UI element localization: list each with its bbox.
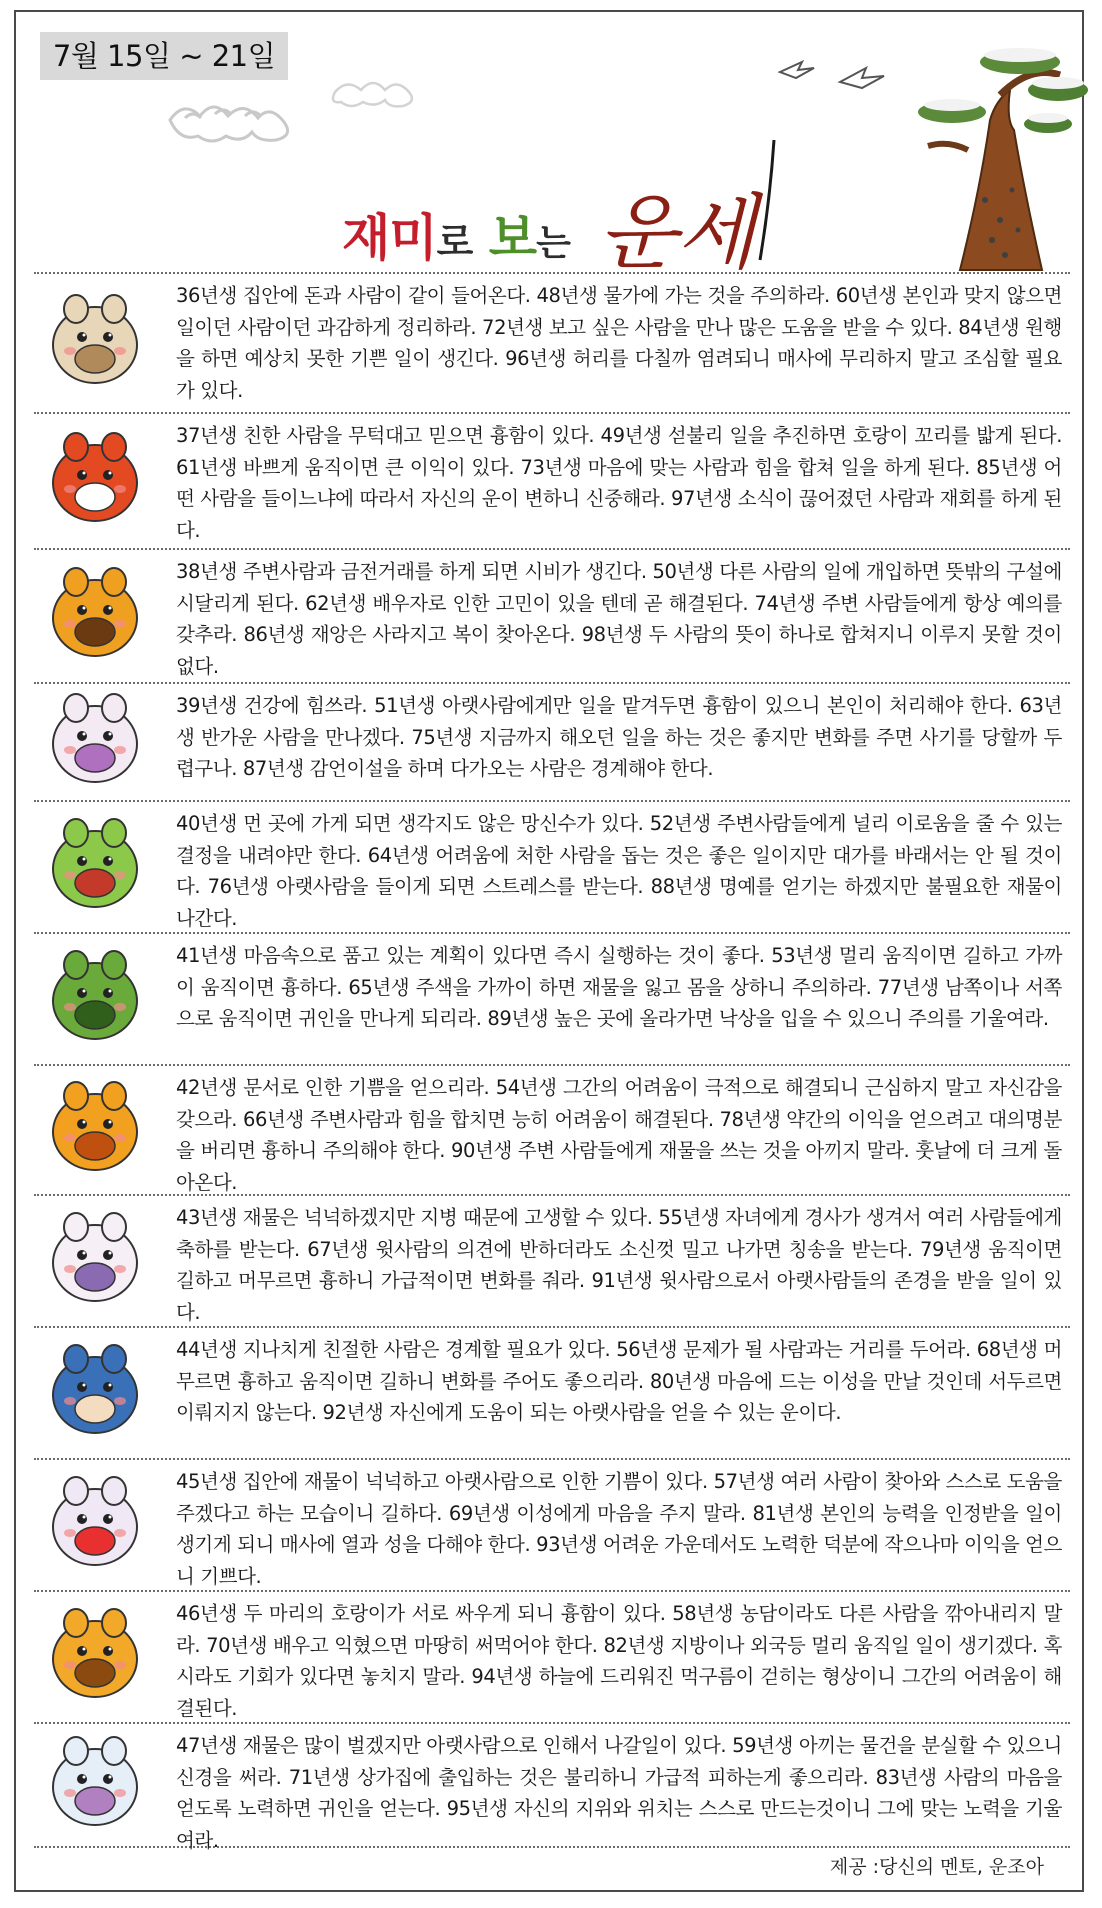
fortune-text: 45년생 집안에 재물이 넉넉하고 아랫사람으로 인한 기쁨이 있다. 57년생 여러 사람이 찾아와 스스로 도움을 주겠다고 하는 모습이니 길하다. 69년생 이성에게 마음을 주지 말라. 81년생 본인의 능력을 인정받을 일이 생기게 되니 매사에 열과 성을 다해야 한다. 93년생 어려운 가운데서도 노력한 덕분에 작으나마 이익을 얻으니 기쁘다. bbox=[176, 1470, 1062, 1588]
cloud-icon bbox=[170, 107, 288, 141]
ox-icon bbox=[36, 421, 154, 539]
fortune-text: 44년생 지나치게 친절한 사람은 경계할 필요가 있다. 56년생 문제가 될 사람과는 거리를 두어라. 68년생 머무르면 흉하고 움직이면 길하니 변화를 주어도 좋으리라. 80년생 마음에 드는 이성을 만날 것인데 서두르면 이뤄지지 않는다. 92년생 자신에게 도움이 되는 아랫사람을 얻을 수 있는 운이다. bbox=[176, 1338, 1062, 1424]
dotted-divider bbox=[34, 800, 1070, 802]
dotted-divider bbox=[34, 1064, 1070, 1066]
dotted-divider bbox=[34, 1458, 1070, 1460]
pig-icon bbox=[36, 1725, 154, 1843]
monkey-icon bbox=[36, 1333, 154, 1451]
dragon-icon bbox=[36, 807, 154, 925]
fortune-text: 47년생 재물은 많이 벌겠지만 아랫사람으로 인해서 나갈일이 있다. 59년생 아끼는 물건을 분실할 수 있으니 신경을 써라. 71년생 상가집에 출입하는 것은 불리하니 가급적 피하는게 좋으리라. 83년생 사람의 마음을 얻도록 노력하면 귀인을 얻는다. 95년생 자신의 지위와 위치는 스스로 만드는것이니 그에 맞는 노력을 기울여라. bbox=[176, 1734, 1062, 1852]
dog-icon bbox=[36, 1597, 154, 1715]
fortune-text: 40년생 먼 곳에 가게 되면 생각지도 않은 망신수가 있다. 52년생 주변사람들에게 널리 이로움을 줄 수 있는 결정을 내려야만 한다. 64년생 어려움에 처한 사람을 돕는 것은 좋은 일이지만 대가를 바래서는 안 될 것이다. 76년생 아랫사람을 들이게 되면 스트레스를 받는다. 88년생 명예를 얻기는 하겠지만 불필요한 재물이 나간다. bbox=[176, 812, 1062, 930]
rabbit-icon bbox=[36, 682, 154, 800]
sheep-icon bbox=[36, 1201, 154, 1319]
fortune-text: 39년생 건강에 힘쓰라. 51년생 아랫사람에게만 일을 맡겨두면 흉함이 있으니 본인이 처리해야 한다. 63년생 반가운 사람을 만나겠다. 75년생 지금까지 해오던 일을 하는 것은 좋지만 변화를 주면 사기를 당할까 두렵구나. 87년생 감언이설을 하며 다가오는 사람은 경계해야 한다. bbox=[176, 694, 1062, 780]
tiger-icon bbox=[36, 556, 154, 674]
fortune-text: 43년생 재물은 넉넉하겠지만 지병 때문에 고생할 수 있다. 55년생 자녀에게 경사가 생겨서 여러 사람들에게 축하를 받는다. 67년생 윗사람의 의견에 반하더라도 소신껏 밀고 나가면 칭송을 받는다. 79년생 움직이면 길하고 머무르면 흉하니 가급적이면 변화를 줘라. 91년생 윗사람으로서 아랫사람들의 존경을 받을 일이 있다. bbox=[176, 1206, 1062, 1324]
rat-icon bbox=[36, 283, 154, 401]
brush-stroke-icon bbox=[760, 140, 774, 260]
fortune-text: 37년생 친한 사람을 무턱대고 믿으면 흉함이 있다. 49년생 섣불리 일을 추진하면 호랑이 꼬리를 밟게 된다. 61년생 바쁘게 움직이면 큰 이익이 있다. 73년생 마음에 맞는 사람과 힘을 합쳐 일을 하게 된다. 85년생 어떤 사람을 들이느냐에 따라서 자신의 운이 변하니 신중해라. 97년생 소식이 끊어졌던 사람과 재회를 하게 된다. bbox=[176, 424, 1062, 542]
bird-icon bbox=[780, 62, 884, 88]
dotted-divider bbox=[34, 412, 1070, 414]
fortune-text: 42년생 문서로 인한 기쁨을 얻으리라. 54년생 그간의 어려움이 극적으로 해결되니 근심하지 말고 자신감을 갖으라. 66년생 주변사람과 힘을 합치면 능히 어려움이 해결된다. 78년생 약간의 이익을 얻으려고 대의명분을 버리면 흉하니 주의해야 한다. 90년생 주변 사람들에게 재물을 쓰는 것을 아끼지 말라. 훗날에 더 크게 돌아온다. bbox=[176, 1076, 1062, 1194]
dotted-divider bbox=[34, 272, 1070, 274]
rooster-icon bbox=[36, 1465, 154, 1583]
dotted-divider bbox=[34, 682, 1070, 684]
fortune-text: 46년생 두 마리의 호랑이가 서로 싸우게 되니 흉함이 있다. 58년생 농담이라도 다른 사람을 깎아내리지 말라. 70년생 배우고 익혔으면 마땅히 써먹어야 한다. 82년생 지방이나 외국등 멀리 움직일 일이 생기겠다. 혹시라도 기회가 있다면 놓치지 말라. 94년생 하늘에 드리워진 먹구름이 걷히는 형상이니 그간의 어려움이 해결된다. bbox=[176, 1602, 1062, 1720]
credit-line: 제공 :당신의 멘토, 운조아 bbox=[829, 1856, 1044, 1878]
date-range-badge: 7월 15일 ~ 21일 bbox=[40, 32, 288, 80]
fortune-text: 38년생 주변사람과 금전거래를 하게 되면 시비가 생긴다. 50년생 다른 사람의 일에 개입하면 뜻밖의 구설에 시달리게 된다. 62년생 배우자로 인한 고민이 있을 텐데 곧 해결된다. 74년생 주변 사람들에게 항상 예의를 갖추라. 86년생 재앙은 사라지고 복이 찾아온다. 98년생 두 사람의 뜻이 하나로 합쳐지니 이루지 못할 것이 없다. bbox=[176, 560, 1062, 678]
snake-icon bbox=[36, 939, 154, 1057]
page-title: 재미로 보는 운세 bbox=[342, 186, 755, 281]
fortune-text: 41년생 마음속으로 품고 있는 계획이 있다면 즉시 실행하는 것이 좋다. 53년생 멀리 움직이면 길하고 가까이 움직이면 흉하다. 65년생 주색을 가까이 하면 재물을 잃고 몸을 상하니 주의하라. 77년생 남쪽이나 서쪽으로 움직이면 귀인을 만나게 되리라. 89년생 높은 곳에 올라가면 낙상을 입을 수 있으니 주의를 기울여라. bbox=[176, 944, 1063, 1030]
dotted-divider bbox=[34, 548, 1070, 550]
pine-tree-icon bbox=[918, 48, 1088, 270]
cloud-icon bbox=[333, 83, 412, 106]
fortune-text: 36년생 집안에 돈과 사람이 같이 들어온다. 48년생 물가에 가는 것을 주의하라. 60년생 본인과 맞지 않으면 일이던 사람이던 과감하게 정리하라. 72년생 보고 싶은 사람을 만나 많은 도움을 받을 수 있다. 84년생 원행을 하면 예상치 못한 기쁜 일이 생긴다. 96년생 허리를 다칠까 염려되니 매사에 무리하지 말고 조심할 필요가 있다. bbox=[176, 284, 1062, 402]
horse-icon bbox=[36, 1070, 154, 1188]
